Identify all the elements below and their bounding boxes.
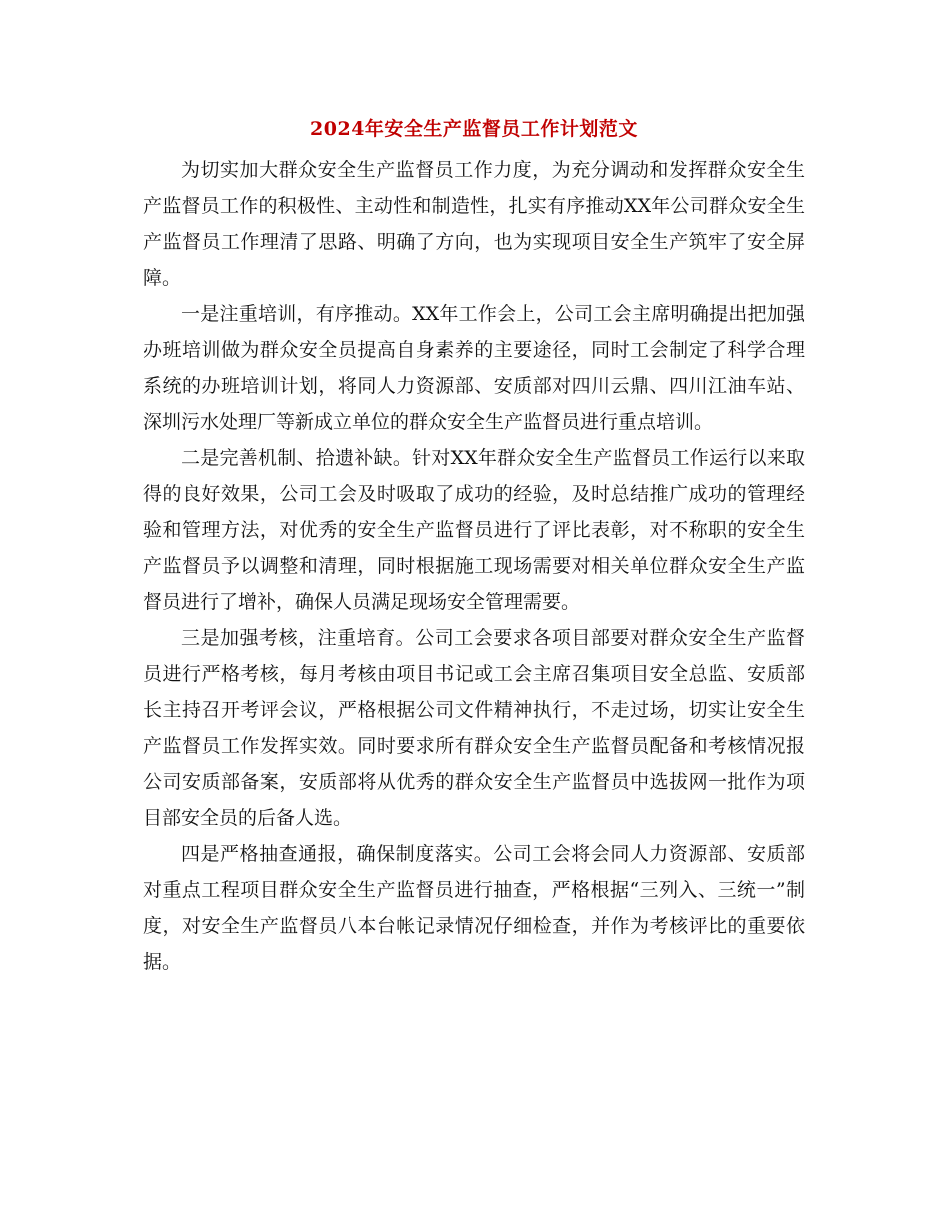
paragraph-assessment: 三是加强考核，注重培育。公司工会要求各项目部要对群众安全生产监督员进行严格考核，每月考核由项目书记或工会主席召集项目安全总监、安质部长主持召开考评会议，严格根据公司文件精神执行，不走过场，切实让安全生产监督员工作发挥实效。同时要求所有群众安全生产监督员配备和考核情况报公司安质部备案，安质部将从优秀的群众安全生产监督员中选拔网一批作为项目部安全员的后备人选。 <box>143 627 805 829</box>
paragraph-mechanism: 二是完善机制、拾遗补缺。针对XX年群众安全生产监督员工作运行以来取得的良好效果，公司工会及时吸取了成功的经验，及时总结推广成功的管理经验和管理方法，对优秀的安全生产监督员进行了评比表彰，对不称职的安全生产监督员予以调整和清理，同时根据施工现场需要对相关单位群众安全生产监督员进行了增补，确保人员满足现场安全管理需要。 <box>143 447 805 613</box>
document-page <box>143 112 805 980</box>
paragraph-intro: 为切实加大群众安全生产监督员工作力度，为充分调动和发挥群众安全生产监督员工作的积极性、主动性和制造性，扎实有序推动XX年公司群众安全生产监督员工作理清了思路、明确了方向，也为实现项目安全生产筑牢了安全屏障。 <box>143 159 805 289</box>
paragraph-inspection: 四是严格抽查通报，确保制度落实。公司工会将会同人力资源部、安质部对重点工程项目群众安全生产监督员进行抽查，严格根据“三列入、三统一”制度，对安全生产监督员八本台帐记录情况仔细检查，并作为考核评比的重要依据。 <box>143 843 805 973</box>
paragraph-training: 一是注重培训，有序推动。XX年工作会上，公司工会主席明确提出把加强办班培训做为群众安全员提高自身素养的主要途径，同时工会制定了科学合理系统的办班培训计划，将同人力资源部、安质部对四川云鼎、四川江油车站、深圳污水处理厂等新成立单位的群众安全生产监督员进行重点培训。 <box>143 303 805 433</box>
document-title: 2024年安全生产监督员工作计划范文 <box>310 118 638 140</box>
